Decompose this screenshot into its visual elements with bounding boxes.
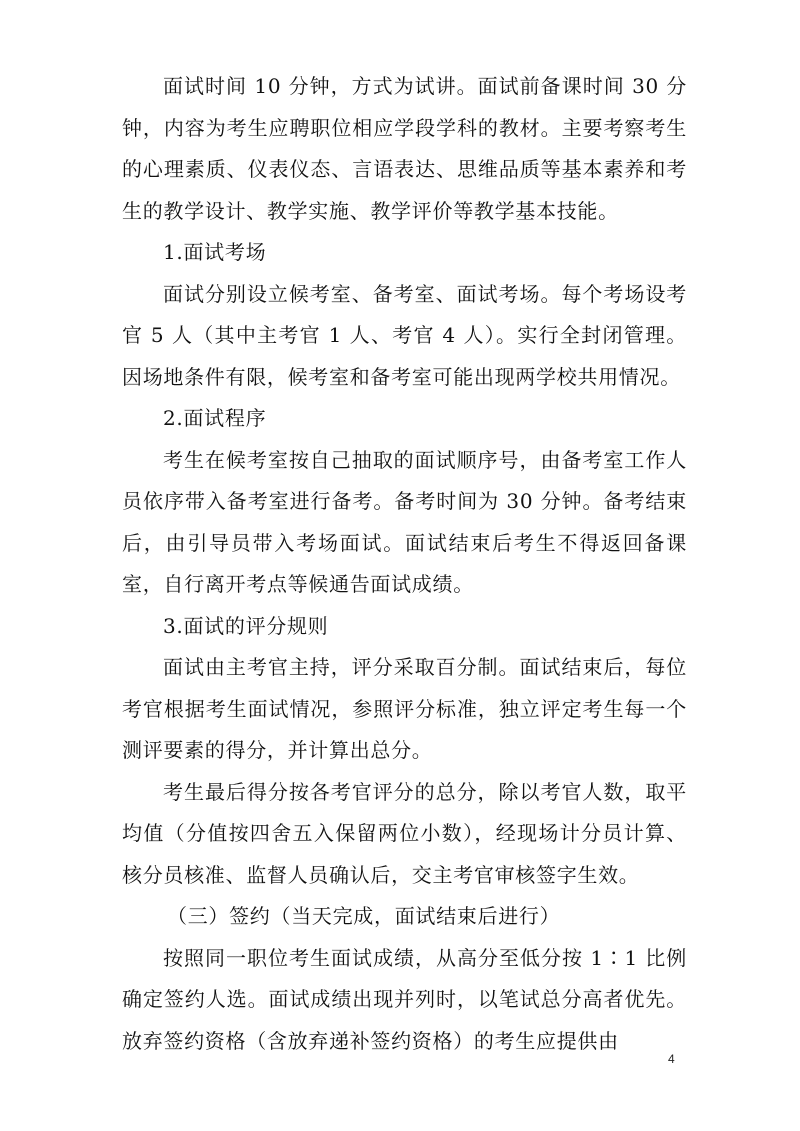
paragraph-interview-format: 面试时间 10 分钟，方式为试讲。面试前备课时间 30 分钟，内容为考生应聘职位相应学段学科的教材。主要考察考生的心理素质、仪表仪态、言语表达、思维品质等基本素养和考生的教学设计、教学实施、教学评价等教学基本技能。 [122, 74, 687, 223]
paragraph-signing: 按照同一职位考生面试成绩，从高分至低分按 1∶1 比例确定签约人选。面试成绩出现并列时，以笔试总分高者优先。放弃签约资格（含放弃递补签约资格）的考生应提供由 [122, 945, 687, 1053]
heading-scoring-rules: 3.面试的评分规则 [163, 613, 329, 638]
heading-signing: （三）签约（当天完成，面试结束后进行） [167, 904, 561, 928]
page-number: 4 [668, 1052, 675, 1066]
document-body [122, 66, 687, 1062]
paragraph-interview-room: 面试分别设立候考室、备考室、面试考场。每个考场设考官 5 人（其中主考官 1 人、考官 4 人）。实行全封闭管理。因场地条件有限，候考室和备考室可能出现两学校共用情况。 [122, 281, 687, 389]
paragraph-scoring-rules: 面试由主考官主持，评分采取百分制。面试结束后，每位考官根据考生面试情况，参照评分标准，独立评定考生每一个测评要素的得分，并计算出总分。 [122, 655, 687, 762]
heading-interview-procedure: 2.面试程序 [163, 406, 267, 430]
paragraph-interview-procedure: 考生在候考室按自己抽取的面试顺序号，由备考室工作人员依序带入备考室进行备考。备考时间为 30 分钟。备考结束后，由引导员带入考场面试。面试结束后考生不得返回备课室，自行离开考点等候通告面试成绩。 [122, 447, 687, 596]
paragraph-final-score: 考生最后得分按各考官评分的总分，除以考官人数，取平均值（分值按四舍五入保留两位小数），经现场计分员计算、核分员核准、监督人员确认后，交主考官审核签字生效。 [122, 779, 687, 887]
heading-interview-room: 1.面试考场 [163, 240, 267, 264]
